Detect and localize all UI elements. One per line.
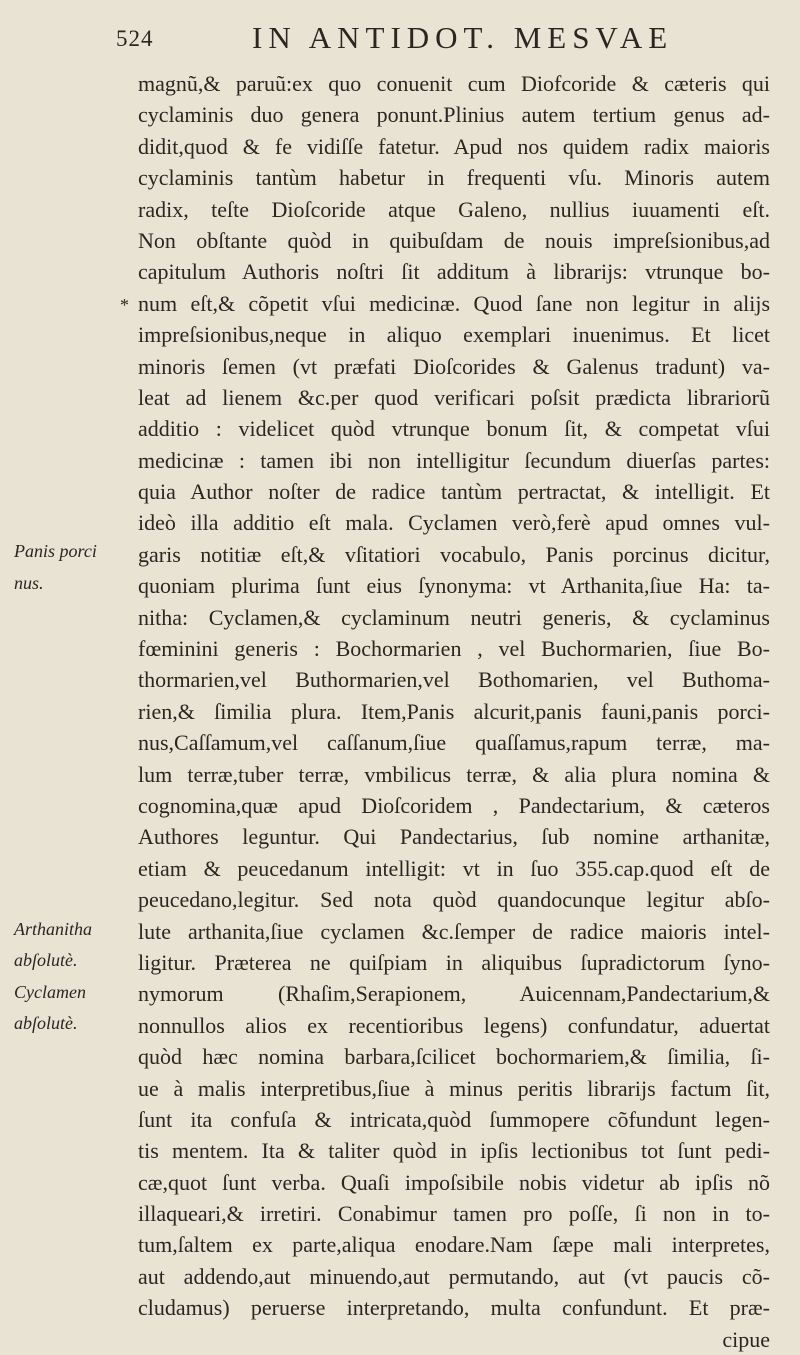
text-line: ſunt ita confuſa & intricata,quòd ſummopere cõfundunt legen- xyxy=(138,1106,770,1132)
text-line: cludamus) peruerse interpretando, multa confundunt. Et præ- xyxy=(138,1295,770,1321)
text-line: Non obſtante quòd in quibuſdam de nouis impreſsionibus,ad xyxy=(138,227,770,253)
running-head: IN ANTIDOT. MESVAE xyxy=(252,20,674,55)
page-header xyxy=(0,20,800,60)
margin-note-panis-porcinus-1: Panis porci xyxy=(14,541,97,561)
text-line: cognomina,quæ apud Dioſcoridem , Pandectarium, & cæteros xyxy=(138,792,770,818)
text-line: ligitur. Præterea ne quiſpiam in aliquibus ſupradictorum ſyno- xyxy=(138,949,770,975)
text-line: nus,Caſſamum,vel caſſanum,ſiue quaſſamus,rapum terræ, ma- xyxy=(138,730,770,756)
margin-note-cyclamen-1: Cyclamen xyxy=(14,982,86,1002)
margin-note-panis-porcinus-2: nus. xyxy=(14,573,44,593)
text-line: cipue xyxy=(722,1326,770,1352)
text-line: lute arthanita,ſiue cyclamen &c.ſemper de radice maioris intel- xyxy=(138,918,770,944)
text-line: medicinæ : tamen ibi non intelligitur ſecundum diuerſas partes: xyxy=(138,447,770,473)
text-line: magnũ,& paruũ:ex quo conuenit cum Diofcoride & cæteris qui xyxy=(138,71,770,96)
text-line: nymorum (Rhaſim,Serapionem, Auicennam,Pandectarium,& xyxy=(138,981,770,1007)
text-line: capitulum Authoris noſtri ſit additum à librarijs: vtrunque bo- xyxy=(138,259,770,285)
text-line: peucedano,legitur. Sed nota quòd quandocunque legitur abſo- xyxy=(138,887,770,913)
text-line: Authores leguntur. Qui Pandectarius, ſub nomine arthanitæ, xyxy=(138,824,770,850)
text-line: minoris ſemen (vt præfati Dioſcorides & Galenus tradunt) va- xyxy=(138,353,770,379)
text-line: radix, teſte Dioſcoride atque Galeno, nullius iuuamenti eſt. xyxy=(138,196,770,222)
text-line: nitha: Cyclamen,& cyclaminum neutri generis, & cyclaminus xyxy=(138,604,770,630)
text-line: garis notitiæ eſt,& vſitatiori vocabulo, Panis porcinus dicitur, xyxy=(138,541,770,567)
margin-note-cyclamen-2: abſolutè. xyxy=(14,1013,78,1033)
text-line: tis mentem. Ita & taliter quòd in ipſis lectionibus tot ſunt pedi- xyxy=(138,1138,770,1164)
text-line: thormarien,vel Buthormarien,vel Bothomarien, vel Buthoma- xyxy=(138,667,770,693)
text-line: lum terræ,tuber terræ, vmbilicus terræ, & alia plura nomina & xyxy=(138,761,770,787)
page-number: 524 xyxy=(116,26,154,51)
text-line: additio : videlicet quòd vtrunque bonum ſit, & competat vſui xyxy=(138,416,770,442)
text-line: tum,ſaltem ex parte,aliqua enodare.Nam ſæpe mali interpretes, xyxy=(138,1232,770,1258)
text-line: impreſsionibus,neque in aliquo exemplari inuenimus. Et licet xyxy=(138,322,770,348)
text-line: fœminini generis : Bochormarien , vel Buchormarien, ſiue Bo- xyxy=(138,636,770,662)
text-line: num eſt,& cõpetit vſui medicinæ. Quod ſane non legitur in alijs xyxy=(138,290,770,316)
text-line: quòd hæc nomina barbara,ſcilicet bochormariem,& ſimilia, ſi- xyxy=(138,1044,770,1070)
text-line: rien,& ſimilia plura. Item,Panis alcurit,panis fauni,panis porci- xyxy=(138,698,770,724)
body-text xyxy=(138,68,770,1355)
text-line: etiam & peucedanum intelligit: vt in ſuo 355.cap.quod eſt de xyxy=(138,855,770,881)
text-line: nonnullos alios ex recentioribus legens) confundatur, aduertat xyxy=(138,1012,770,1038)
text-line: aut addendo,aut minuendo,aut permutando, aut (vt paucis cõ- xyxy=(138,1263,770,1289)
margin-asterisk: * xyxy=(120,295,129,315)
text-line: cæ,quot ſunt verba. Quaſi impoſsibile nobis videtur ab ipſis nõ xyxy=(138,1169,770,1195)
text-line: illaqueari,& irretiri. Conabimur tamen pro poſſe, ſi non in to- xyxy=(138,1201,770,1227)
text-line: cyclaminis tantùm habetur in frequenti vſu. Minoris autem xyxy=(138,165,770,191)
text-line: quia Author noſter de radice tantùm pertractat, & intelligit. Et xyxy=(138,479,770,505)
text-line: cyclaminis duo genera ponunt.Plinius autem tertium genus ad- xyxy=(138,102,770,128)
text-line: ideò illa additio eſt mala. Cyclamen verò,ferè apud omnes vul- xyxy=(138,510,770,536)
margin-note-arthanitha-1: Arthanitha xyxy=(14,919,93,939)
text-line: didit,quod & fe vidiſſe fatetur. Apud nos quidem radix maioris xyxy=(138,133,770,159)
margin-note-arthanitha-2: abſolutè. xyxy=(14,950,78,970)
text-line: leat ad lienem &c.per quod verificari poſsit prædicta librariorũ xyxy=(138,384,770,410)
text-line: ue à malis interpretibus,ſiue à minus peritis librarijs factum ſit, xyxy=(138,1075,770,1101)
text-line: quoniam plurima ſunt eius ſynonyma: vt Arthanita,ſiue Ha: ta- xyxy=(138,573,770,599)
